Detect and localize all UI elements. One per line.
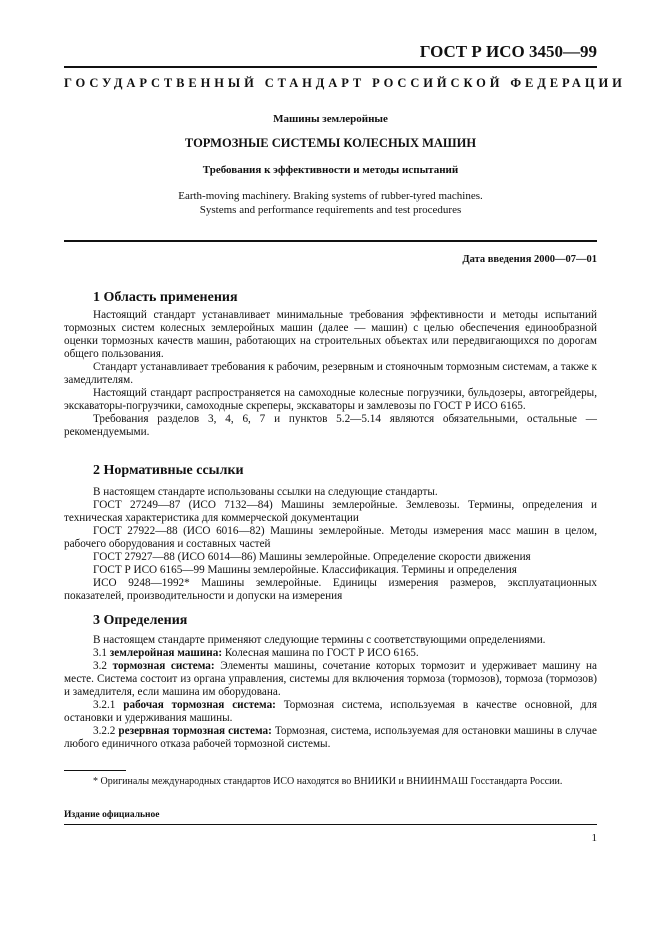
paragraph: В настоящем стандарте применяют следующие термины с соответствующими определениями.	[93, 634, 546, 646]
footnote-rule	[64, 770, 126, 771]
introduction-date: Дата введения 2000—07—01	[462, 254, 597, 265]
section-3-body	[64, 634, 597, 751]
page-number: 1	[591, 832, 597, 844]
reference-item: ИСО 9248—1992* Машины землеройные. Единицы измерения размеров, эксплуатационных показателей, производительности и допуски на измерения	[64, 577, 597, 602]
section-3-heading: 3 Определения	[93, 613, 188, 628]
section-1-heading: 1 Область применения	[93, 290, 238, 305]
top-rule	[64, 66, 597, 68]
category-title: Машины землеройные	[273, 113, 388, 125]
main-title: ТОРМОЗНЫЕ СИСТЕМЫ КОЛЕСНЫХ МАШИН	[184, 136, 477, 150]
standard-code: ГОСТ Р ИСО 3450—99	[419, 42, 597, 61]
definition-item	[64, 647, 597, 660]
subtitle: Требования к эффективности и методы испытаний	[202, 164, 459, 176]
definition-number: 3.2.2	[93, 725, 116, 737]
reference-item: ГОСТ 27922—88 (ИСО 6016—82) Машины землеройные. Методы измерения масс машин в целом, рабочего оборудования и составных частей	[64, 525, 597, 550]
definition-text: Тормозная, система, используемая для остановки машины в случае любого единичного отказа рабочей тормозной системы.	[64, 725, 597, 750]
definition-item	[64, 699, 597, 725]
gov-standard-title: ГОСУДАРСТВЕННЫЙ СТАНДАРТ РОССИЙСКОЙ ФЕДЕРАЦИИ	[64, 76, 626, 90]
edition-label: Издание официальное	[64, 810, 160, 820]
definition-number: 3.2.1	[93, 699, 116, 711]
definition-number: 3.2	[93, 660, 107, 672]
footnote	[64, 775, 597, 788]
reference-item: ГОСТ Р ИСО 6165—99 Машины землеройные. Классификация. Термины и определения	[93, 564, 517, 576]
definition-text: Колесная машина по ГОСТ Р ИСО 6165.	[224, 647, 419, 659]
definition-number: 3.1	[93, 647, 107, 659]
paragraph: Настоящий стандарт распространяется на самоходные колесные погрузчики, бульдозеры, автогрейдеры, экскаваторы-погрузчики, самоходные скреперы, экскаваторы и замлевозы по ГОСТ Р ИСО 6165.	[64, 387, 597, 412]
reference-item: ГОСТ 27249—87 (ИСО 7132—84) Машины землеройные. Землевозы. Термины, определения и техническая характеристика для коммерческой документации	[64, 499, 597, 524]
section-1-body	[64, 309, 597, 439]
definition-item	[64, 725, 597, 751]
definition-term: тормозная система:	[112, 660, 215, 672]
reference-item: ГОСТ 27927—88 (ИСО 6014—86) Машины землеройные. Определение скорости движения	[93, 551, 531, 563]
definition-text: Элементы машины, сочетание которых тормозит и удерживает машину на месте. Система состоит из органа управления, системы для включения тормоза (тормозов), тормоза (тормозов) и замедлителя, если машина им оборудована.	[64, 660, 598, 698]
paragraph: В настоящем стандарте использованы ссылки на следующие стандарты.	[93, 486, 438, 498]
section-2-body	[64, 486, 597, 603]
english-title-line-1: Earth-moving machinery. Braking systems of rubber-tyred machines.	[178, 190, 483, 202]
footnote-text: * Оригиналы международных стандартов ИСО находятся во ВНИИКИ и ВНИИНМАШ Госстандарта России.	[93, 776, 563, 787]
definition-text: Тормозная система, используемая в качестве основной, для остановки и удерживания машины.	[64, 699, 598, 724]
definition-item	[64, 660, 597, 699]
paragraph: Стандарт устанавливает требования к рабочим, резервным и стояночным тормозным системам, а также к замедлителям.	[64, 361, 597, 386]
paragraph: Настоящий стандарт устанавливает минимальные требования эффективности и методы испытаний тормозных систем колесных землеройных машин (далее — машин) с целью обеспечения единообразной оценки тормозных качеств машин, работающих на строительных объектах или передвигающихся по дорогам общего пользования.	[64, 309, 597, 360]
english-title-line-2: Systems and performance requirements and test procedures	[199, 204, 462, 216]
paragraph: Требования разделов 3, 4, 6, 7 и пунктов 5.2—5.14 являются обязательными, остальные — рекомендуемыми.	[64, 413, 597, 438]
definition-term: землеройная машина:	[109, 647, 223, 659]
title-rule	[64, 240, 597, 242]
bottom-rule	[64, 824, 597, 825]
definition-term: резервная тормозная система:	[118, 725, 272, 737]
definition-term: рабочая тормозная система:	[123, 699, 276, 711]
section-2-heading: 2 Нормативные ссылки	[93, 463, 244, 478]
